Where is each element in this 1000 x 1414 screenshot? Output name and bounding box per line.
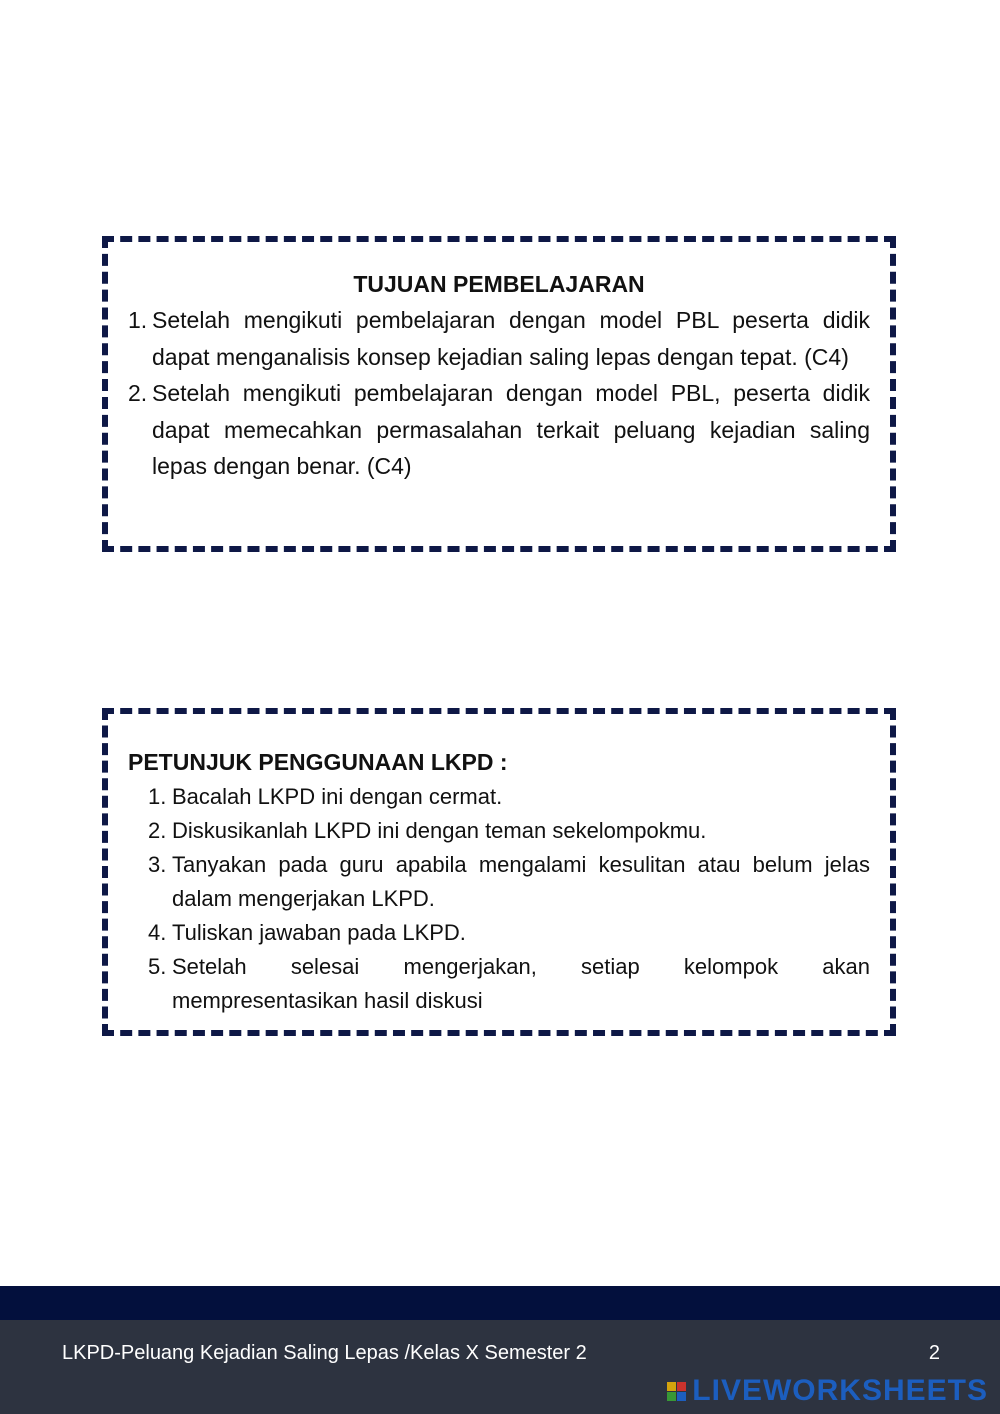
petunjuk-penggunaan-box [102, 708, 896, 1036]
list-item [128, 302, 870, 375]
footer-top-band [0, 1286, 1000, 1320]
liveworksheets-logo-icon [667, 1382, 686, 1401]
list-item [128, 848, 870, 916]
list-item [128, 950, 870, 1018]
page-number: 2 [928, 1342, 940, 1364]
list-item [128, 916, 870, 950]
list-item [128, 814, 870, 848]
tujuan-title: TUJUAN PEMBELAJARAN [353, 271, 645, 297]
item-number: 1. [128, 307, 148, 333]
liveworksheets-watermark [667, 1374, 988, 1408]
item-number: 5. [148, 954, 167, 979]
watermark-text: LIVEWORKSHEETS [692, 1374, 988, 1407]
item-text: Setelah mengikuti pembelajaran dengan model PBL peserta didik dapat menganalisis konsep kejadian saling lepas dengan tepat. (C4) [152, 307, 870, 370]
item-number: 3. [148, 852, 167, 877]
tujuan-pembelajaran-box [102, 236, 896, 552]
item-text: Setelah selesai mengerjakan, setiap kelompok akan mempresentasikan hasil diskusi [172, 954, 870, 1013]
list-item [128, 375, 870, 485]
item-text: Diskusikanlah LKPD ini dengan teman sekelompokmu. [172, 818, 707, 843]
item-text: Bacalah LKPD ini dengan cermat. [172, 784, 503, 809]
item-number: 2. [128, 380, 148, 406]
item-number: 4. [148, 920, 167, 945]
item-number: 2. [148, 818, 167, 843]
item-text: Tanyakan pada guru apabila mengalami kesulitan atau belum jelas dalam mengerjakan LKPD. [172, 852, 870, 911]
petunjuk-title: PETUNJUK PENGGUNAAN LKPD : [128, 749, 508, 775]
tujuan-list [128, 302, 870, 485]
item-text: Setelah mengikuti pembelajaran dengan model PBL, peserta didik dapat memecahkan permasalahan terkait peluang kejadian saling lepas dengan benar. (C4) [152, 380, 870, 479]
petunjuk-list [128, 780, 870, 1018]
item-number: 1. [148, 784, 167, 809]
footer-title: LKPD-Peluang Kejadian Saling Lepas /Kelas X Semester 2 [62, 1342, 587, 1364]
page-footer [0, 1320, 1000, 1414]
item-text: Tuliskan jawaban pada LKPD. [172, 920, 466, 945]
list-item [128, 780, 870, 814]
